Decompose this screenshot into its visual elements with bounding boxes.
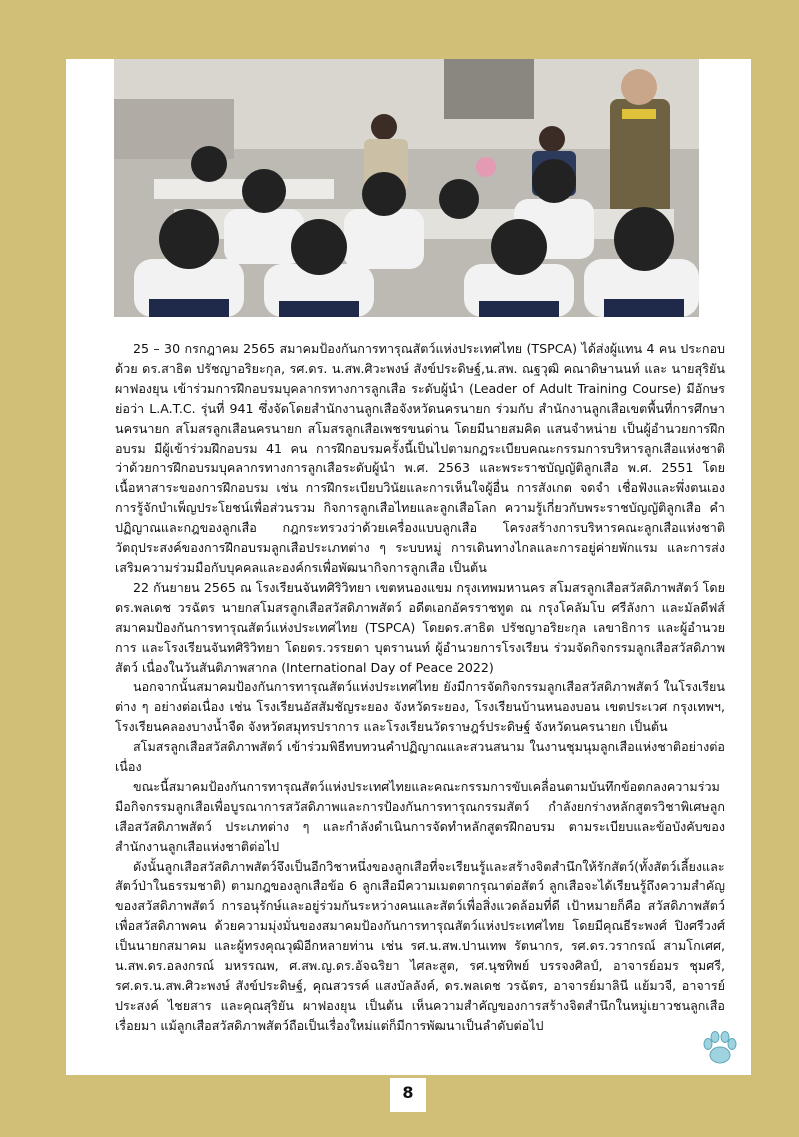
article-paragraph: ขณะนี้สมาคมป้องกันการทารุณสัตว์แห่งประเทศไทยและคณะกรรมการขับเคลื่อนตามบันทึกข้อตกลงความร่วมมือกิจกรรมลูกเสือเพื่อบูรณาการสวัสดิภาพและการป้องกันการทารุณกรรมสัตว์ กำลังยกร่างหลักสูตรวิชาพิเศษลูกเสือสวัสดิภาพสัตว์ ประเภทต่าง ๆ และกำลังดำเนินการจัดทำหลักสูตรฝึกอบรม ตามระเบียบและข้อบังคับของสำนักงานลูกเสือแห่งชาติต่อไป [115,778,725,854]
paw-icon [699,1027,741,1069]
document-page [66,59,751,1075]
article-paragraph: 22 กันยายน 2565 ณ โรงเรียนจันทศิริวิทยา เขตหนองแขม กรุงเทพมหานคร สโมสรลูกเสือสวัสดิภาพสัตว์ โดยดร.พลเดช วรฉัตร นายกสโมสรลูกเสือสวัสดิภาพสัตว์ อดีตเอกอัครราชทูต ณ กรุงโคลัมโบ ศรีลังกา และมัลดีฟส์ สมาคมป้องกันการทารุณสัตว์แห่งประเทศไทย (TSPCA) โดยดร.สาธิต ปรัชญาอริยะกุล เลขาธิการ และผู้อำนวยการ และโรงเรียนจันทศิริวิทยา โดยดร.วรรยดา บุตรานนท์ ผู้อำนวยการโรงเรียน ร่วมจัดกิจกรรมลูกเสือสวัสดิภาพสัตว์ เนื่องในวันสันติภาพสากล (International Day of Peace 2022) [115,579,725,675]
article-paragraph: 25 – 30 กรกฎาคม 2565 สมาคมป้องกันการทารุณสัตว์แห่งประเทศไทย (TSPCA) ได้ส่งผู้แทน 4 คน ประกอบด้วย ดร.สาธิต ปรัชญาอริยะกุล, รศ.ดร. น.สพ.ศิวะพงษ์ สังข์ประดิษฐ์,น.สพ. ณฐวุฒิ คณาดิษานนท์ และ นายสุริยัน ผาฟองยุน เข้าร่วมการฝึกอบรมบุคลากรทางการลูกเสือ ระดับผู้นำ (Leader of Adult Training Course) มีอักษรย่อว่า L.A.T.C. รุ่นที่ 941 ซึ่งจัดโดยสำนักงานลูกเสือจังหวัดนครนายก ร่วมกับ สำนักงานลูกเสือเขตพื้นที่การศึกษานครนายก สโมสรลูกเสือนครนายก สโมสรลูกเสือเพชรขนด่าน โดยมีนายสมคิด แสนจำหน่าย เป็นผู้อำนวยการฝึกอบรม มีผู้เข้าร่วมฝึกอบรม 41 คน การฝึกอบรมครั้งนี้เป็นไปตามกฎระเบียบคณะกรรมการบริหารลูกเสือแห่งชาติ ว่าด้วยการฝึกอบรมบุคลากรทางการลูกเสือระดับผู้นำ พ.ศ. 2563 และพระราชบัญญัติลูกเสือ พ.ศ. 2551 โดยเนื้อหาสาระของการฝึกอบรม เช่น การฝึกระเบียบวินัยและการเห็นใจผู้อื่น การสังเกต จดจำ เชื่อฟังและพึ่งตนเอง การรู้จักบำเพ็ญประโยชน์เพื่อส่วนรวม กิจการลูกเสือไทยและลูกเสือโลก ความรู้เกี่ยวกับพระราชบัญญัติลูกเสือ คำปฏิญาณและกฎของลูกเสือ กฎกระทรวงว่าด้วยเครื่องแบบลูกเสือ โครงสร้างการบริหารคณะลูกเสือแห่งชาติ วัตถุประสงค์ของการฝึกอบรมลูกเสือประเภทต่าง ๆ ระบบหมู่ การเดินทางไกลและการอยู่ค่ายพักแรม และการส่งเสริมความร่วมมือกับบุคคลและองค์กรเพื่อพัฒนากิจการลูกเสือ เป็นต้น [115,341,725,575]
classroom-photo [114,59,699,317]
article-body [115,339,725,1036]
article-paragraph: นอกจากนั้นสมาคมป้องกันการทารุณสัตว์แห่งประเทศไทย ยังมีการจัดกิจกรรมลูกเสือสวัสดิภาพสัตว์ ในโรงเรียนต่าง ๆ อย่างต่อเนื่อง เช่น โรงเรียนอัสสัมชัญระยอง จังหวัดระยอง, โรงเรียนบ้านหนองบอน เขตประเวศ กรุงเทพฯ, โรงเรียนคลองบางน้ำจืด จังหวัดสมุทรปราการ และโรงเรียนวัดราษฎร์ประดิษฐ์ จังหวัดนครนายก เป็นต้น [115,679,725,735]
article-paragraph: ดังนั้นลูกเสือสวัสดิภาพสัตว์จึงเป็นอีกวิชาหนึ่งของลูกเสือที่จะเรียนรู้และสร้างจิตสำนึกให้รักสัตว์(ทั้งสัตว์เลี้ยงและสัตว์ป่าในธรรมชาติ) ตามกฎของลูกเสือข้อ 6 ลูกเสือมีความเมตตากรุณาต่อสัตว์ ลูกเสือจะได้เรียนรู้ถึงความสำคัญของสวัสดิภาพสัตว์ การอนุรักษ์และอยู่ร่วมกันระหว่างคนและสัตว์เพื่อสิ่งแวดล้อมที่ดี เป้าหมายก็คือ สวัสดิภาพสัตว์เพื่อสวัสดิภาพคน ด้วยความมุ่งมั่นของสมาคมป้องกันการทารุณสัตว์แห่งประเทศไทย โดยมีคุณธีระพงศ์ ปิงศรีวงศ์ เป็นนายกสมาคม และผู้ทรงคุณวุฒิอีกหลายท่าน เช่น รศ.น.สพ.ปานเทพ รัตนากร, รศ.ดร.วรากรณ์ สามโกเศศ, น.สพ.ดร.อลงกรณ์ มหรรณพ, ศ.สพ.ญ.ดร.อัจฉริยา ไศละสูต, รศ.นุชทิพย์ บรรจงศิลป์, อาจารย์อมร ชุมศรี, รศ.ดร.น.สพ.ศิวะพงษ์ สังข์ประดิษฐ์, คุณสวรรค์ แสงบัลลังค์, ดร.พลเดช วรฉัตร, อาจารย์มาลินี แย้มวจี, อาจารย์ประสงค์ ไชยสาร และคุณสุริยัน ผาฟองยุน เป็นต้น เห็นความสำคัญของการสร้างจิตสำนึกในหมู่เยาวชนลูกเสือเรื่อยมา แม้ลูกเสือสวัสดิภาพสัตว์ถือเป็นเรื่องใหม่แต่ก็มีการพัฒนาเป็นลำดับต่อไป [115,858,725,1033]
article-paragraph: สโมสรลูกเสือสวัสดิภาพสัตว์ เข้าร่วมพิธีทบทวนคำปฏิญาณและสวนสนาม ในงานชุมนุมลูกเสือแห่งชาติอย่างต่อเนื่อง [115,739,725,775]
classroom-photo-illustration [114,59,699,317]
page-number: 8 [402,1083,414,1102]
